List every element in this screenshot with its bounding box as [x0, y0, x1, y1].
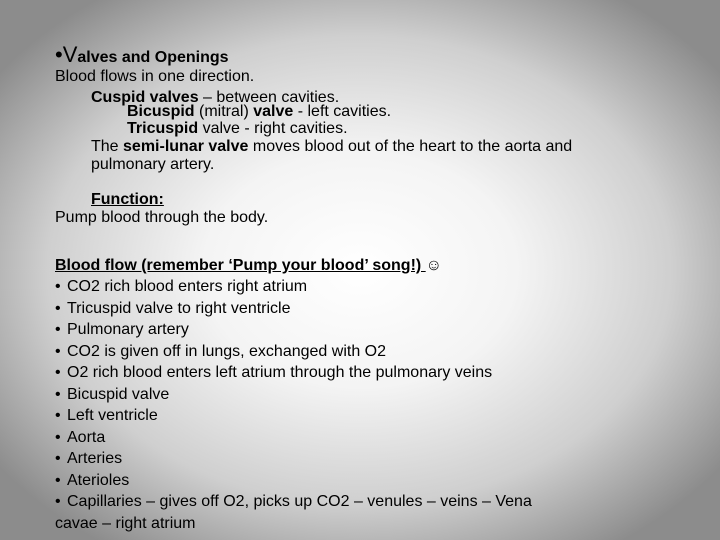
list-item — [55, 362, 492, 383]
list-item-text: CO2 is given off in lungs, exchanged with O2 — [67, 343, 386, 360]
list-item-text: Left ventricle — [67, 407, 158, 424]
bloodflow-title: Blood flow (remember ‘Pump your blood’ song!) — [55, 257, 426, 274]
list-item — [55, 298, 291, 319]
cuspid-term: Cuspid valves — [91, 89, 199, 106]
semilunar-line2: pulmonary artery. — [91, 156, 215, 173]
list-item — [55, 384, 169, 405]
list-item — [55, 427, 105, 448]
list-item-text: Tricuspid valve to right ventricle — [67, 300, 291, 317]
heading-bullet: • — [55, 42, 63, 67]
bullet-icon: • — [55, 321, 61, 338]
tricuspid-rest: valve - right cavities. — [198, 120, 348, 137]
list-item — [55, 405, 158, 426]
list-item — [55, 341, 386, 362]
list-item-text: Arteries — [67, 450, 123, 467]
list-item — [55, 448, 122, 469]
list-item-text: Bicuspid valve — [67, 386, 170, 403]
list-item — [55, 319, 189, 340]
cuspid-rest: – between cavities. — [198, 89, 340, 106]
list-item-text: Capillaries – gives off O2, picks up CO2 – venules – veins – Vena — [67, 493, 532, 510]
semilunar-rest: moves blood out of the heart to the aorta and — [248, 138, 573, 155]
bullet-icon: • — [55, 407, 61, 424]
list-item — [55, 470, 129, 491]
list-item-text: Aorta — [67, 429, 106, 446]
bicuspid-term: Bicuspid — [127, 103, 195, 120]
bullet-icon: • — [55, 278, 61, 295]
bicuspid-rest: - left cavities. — [293, 103, 392, 120]
list-item-text: O2 rich blood enters left atrium through the pulmonary veins — [67, 364, 493, 381]
list-item — [55, 491, 532, 512]
intro-text: Blood flows in one direction. — [55, 68, 255, 85]
list-item-text: CO2 rich blood enters right atrium — [67, 278, 308, 295]
bullet-icon: • — [55, 450, 61, 467]
heading-rest: alves and Openings — [77, 49, 229, 66]
function-label: Function: — [91, 191, 164, 208]
bicuspid-paren: (mitral) — [194, 103, 254, 120]
bullet-icon: • — [55, 300, 61, 317]
heading-initial: V — [62, 42, 78, 67]
list-item — [55, 276, 307, 297]
slide-heading — [55, 44, 229, 68]
list-item-text: Aterioles — [67, 472, 130, 489]
bullet-icon: • — [55, 472, 61, 489]
bullet-icon: • — [55, 386, 61, 403]
list-item-text: Pulmonary artery — [67, 321, 189, 338]
bloodflow-last-line: cavae – right atrium — [55, 515, 196, 532]
semilunar-term: semi-lunar valve — [123, 138, 249, 155]
smiley-icon: ☺ — [425, 257, 443, 274]
tricuspid-term: Tricuspid — [127, 120, 199, 137]
bullet-icon: • — [55, 493, 61, 510]
bicuspid-term2: valve — [253, 103, 294, 120]
function-text: Pump blood through the body. — [55, 209, 269, 226]
bloodflow-title-line — [55, 255, 442, 276]
bullet-icon: • — [55, 343, 61, 360]
semilunar-pre: The — [91, 138, 124, 155]
bullet-icon: • — [55, 429, 61, 446]
bullet-icon: • — [55, 364, 61, 381]
